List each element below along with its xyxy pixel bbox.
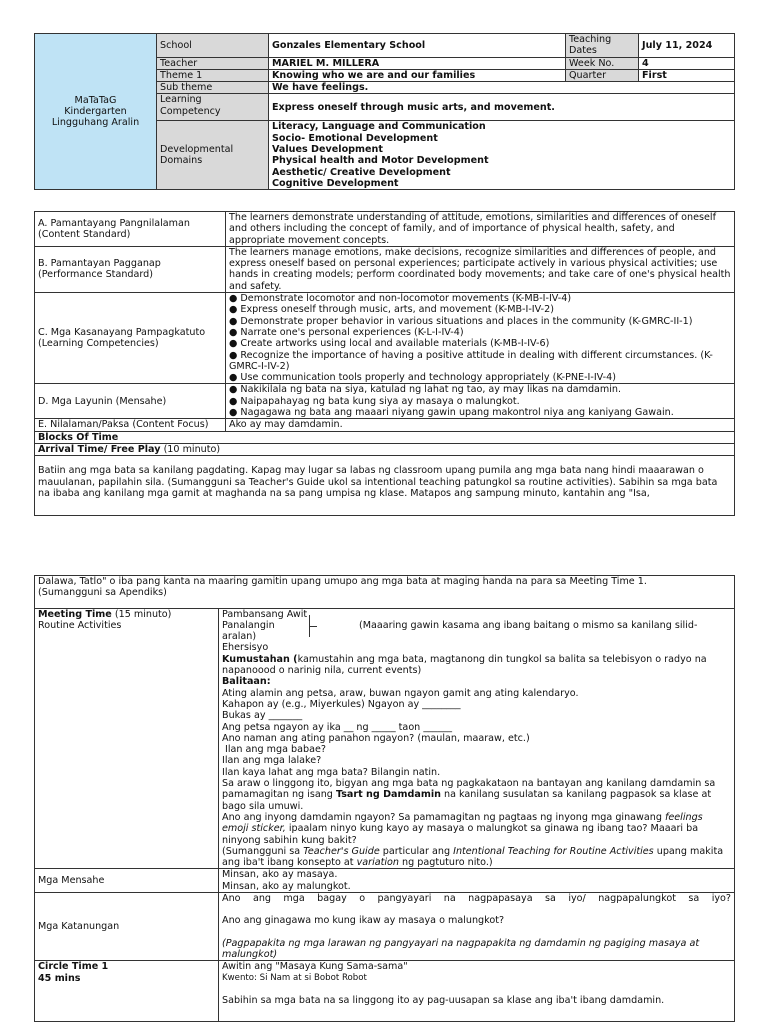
content-focus-label: E. Nilalaman/Paksa (Content Focus) <box>35 419 226 431</box>
subtheme-value: We have feelings. <box>269 82 735 94</box>
theme-value: Knowing who we are and our families <box>269 69 566 81</box>
questions-label: Mga Katanungan <box>35 893 219 961</box>
circle-story: Kwento: Si Nam at si Bobot Robot <box>222 972 367 983</box>
meeting-time-cell <box>35 608 219 869</box>
reference-note <box>222 846 731 869</box>
school-label: School <box>157 34 269 58</box>
ref-mid: particular ang <box>379 845 454 857</box>
arrival-text: Batiin ang mga bata sa kanilang pagdating. Kapag may lugar sa labas ng classroom upang pumila ang mga bata nang hindi maaarawan o mauulanan, papilahin sila. (Sumangguni sa Teacher's Guide ukol sa intentional teaching patungkol sa routine activities). Sabihin sa mga bata na ibaba ang kanilang mga gamit at maghanda na sa pang umpisa ng klase. Matapos ang sampung minuto, kantahin ang "Isa, <box>38 465 718 499</box>
circle-time-cell <box>35 961 219 1022</box>
circle-time-content <box>219 961 735 1022</box>
balitaan-line: Bukas ay _______ <box>222 710 303 722</box>
circle-instruction: Sabihin sa mga bata na sa linggong ito ay pag-uusapan sa klase ang iba't ibang damdamin. <box>222 994 665 1006</box>
arrival-time-duration: (10 minuto) <box>163 443 221 455</box>
bracket-mark <box>303 615 310 637</box>
competency-item: ● Create artworks using local and available materials (K-MB-I-IV-6) <box>229 338 731 349</box>
domain-item: Socio- Emotional Development <box>272 132 438 144</box>
domains-list <box>269 121 735 190</box>
content-standard-text: The learners demonstrate understanding of attitude, emotions, similarities and differences of oneself and others including the concept of family, and of importance of physical health, safety, and appropriate movement concepts. <box>226 212 735 247</box>
plan-type-label: Lingguhang Aralin <box>51 117 140 129</box>
domain-item: Aesthetic/ Creative Development <box>272 166 451 178</box>
performance-standard-label: B. Pamantayan Pagganap (Performance Standard) <box>35 246 226 292</box>
competency-item: ● Narrate one's personal experiences (K-L-I-IV-4) <box>229 327 731 338</box>
program-label-cell <box>35 34 157 190</box>
messages-content <box>219 869 735 893</box>
competency-item: ● Express oneself through music, arts, and movement (K-MB-I-IV-2) <box>229 304 731 315</box>
circle-song: Awitin ang "Masaya Kung Sama-sama" <box>222 961 408 973</box>
exercise-note-aralan: aralan) <box>222 631 257 643</box>
tsart-label: Tsart ng Damdamin <box>335 789 441 801</box>
competency-value: Express oneself through music arts, and movement. <box>269 94 735 121</box>
content-focus-text: Ako ay may damdamin. <box>226 419 735 431</box>
ref-post: ng pagtuturo nito.) <box>399 857 493 869</box>
competency-item: ● Demonstrate proper behavior in various situations and places in the community (K-GMRC-II-1) <box>229 316 731 327</box>
competency-item: ● Use communication tools properly and technology appropriately (K-PNE-I-IV-4) <box>229 372 731 383</box>
balitaan-line: Ilan ang mga babae? <box>222 744 326 756</box>
feelings-chart-text <box>222 778 731 812</box>
tsart-post: na kanilang susulatan sa kanilang pagpasok sa klase at bago sila umuwi. <box>222 789 712 812</box>
competencies-label: C. Mga Kasanayang Pampagkatuto (Learning Competencies) <box>35 293 226 384</box>
prayer-note: (Maaaring gawin kasama ang ibang baitang o mismo sa kanilang silid- <box>359 619 698 631</box>
competency-label: Learning Competency <box>157 94 269 121</box>
exercise-text: Ehersisyo <box>222 642 269 654</box>
feel-emoji: feelings emoji sticker, <box>222 811 703 835</box>
balitaan-line: Kahapon ay (e.g., Miyerkules) Ngayon ay ________ <box>222 698 461 710</box>
continuation-text: Dalawa, Tatlo" o iba pang kanta na maaring gamitin upang umupo ang mga bata at maging handa na para sa Meeting Time 1. <box>38 576 647 587</box>
objective-item: ● Naipapahayag ng bata kung siya ay masaya o malungkot. <box>229 396 731 407</box>
domain-item: Cognitive Development <box>272 177 399 189</box>
prayer-text: Panalangin <box>222 619 275 631</box>
ref-guide: Teacher's Guide <box>303 845 380 857</box>
feel-pre: Ano ang inyong damdamin ngayon? Sa pamamagitan ng pagtaas ng inyong mga ginawang <box>222 811 665 823</box>
circle-time-duration: 45 mins <box>38 972 81 984</box>
question-item: Ano ang mga bagay o pangyayari na nagpapasaya sa iyo/ nagpapalungkot sa iyo? <box>222 893 731 905</box>
continuation-cell <box>35 576 735 609</box>
kumustahan-text: kamustahin ang mga bata, magtanong din tungkol sa balita sa telebisyon o radyo na napanoood o narinig nila, current events) <box>222 653 707 677</box>
kumustahan-line <box>222 654 731 677</box>
arrival-time-label: Arrival Time/ Free Play <box>38 443 161 455</box>
quarter-value: First <box>639 69 735 81</box>
domain-item: Physical health and Motor Development <box>272 155 489 167</box>
questions-content <box>219 893 735 961</box>
theme-label: Theme 1 <box>157 69 269 81</box>
question-note: (Pagpapakita ng mga larawan ng pangyayari na nagpapakita ng damdamin ng pagiging masaya at malungkot) <box>222 937 700 960</box>
messages-label: Mga Mensahe <box>35 869 219 893</box>
meeting-time-label: Meeting Time <box>38 608 112 620</box>
bracket-tick <box>310 626 317 627</box>
objective-item: ● Nakikilala ng bata na siya, katulad ng lahat ng tao, ay may likas na damdamin. <box>229 384 731 395</box>
meeting-time-duration: (15 minuto) <box>114 608 172 620</box>
domain-item: Literacy, Language and Communication <box>272 121 486 133</box>
kumustahan-label: Kumustahan ( <box>222 653 298 665</box>
appendix-reference: (Sumangguni sa Apendiks) <box>38 587 167 599</box>
week-value: 4 <box>639 57 735 69</box>
school-value: Gonzales Elementary School <box>269 34 566 58</box>
objective-item: ● Nagagawa ng bata ang maaari niyang gawin upang makontrol niya ang kaniyang Gawain. <box>229 407 731 418</box>
content-standard-label: A. Pamantayang Pangnilalaman (Content Standard) <box>35 212 226 247</box>
tsart-pre: Sa araw o linggong ito, bigyan ang mga bata ng pagkakataon na bantayan ang kanilang damdamin sa pamamagitan ng isang <box>222 778 716 801</box>
objectives-list <box>226 384 735 419</box>
standards-table <box>34 211 735 516</box>
blocks-of-time-heading: Blocks Of Time <box>35 431 735 443</box>
teacher-label: Teacher <box>157 57 269 69</box>
balitaan-line: Ano naman ang ating panahon ngayon? (maulan, maaraw, etc.) <box>222 732 530 744</box>
balitaan-line: Ating alamin ang petsa, araw, buwan ngayon gamit ang ating kalendaryo. <box>222 687 579 699</box>
ref-intentional: Intentional Teaching for Routine Activities <box>453 845 654 857</box>
feel-post: ipaalam ninyo kung kayo ay masaya o malungkot sa ginawa ng ibang tao? Maaari ba ninyong sabihin kung bakit? <box>222 823 699 846</box>
meeting-time-content <box>219 608 735 869</box>
teaching-dates-label: Teaching Dates <box>566 34 639 58</box>
balitaan-line: Ang petsa ngayon ay ika __ ng _____ taon ______ <box>222 721 453 733</box>
message-item: Minsan, ako ay malungkot. <box>222 880 351 892</box>
question-item: Ano ang ginagawa mo kung ikaw ay masaya o malungkot? <box>222 915 505 927</box>
domain-item: Values Development <box>272 144 383 156</box>
competencies-list <box>226 293 735 384</box>
competency-item: ● Recognize the importance of having a positive attitude in dealing with different circumstances. (K-GMRC-I-IV-2) <box>229 350 731 373</box>
circle-time-label: Circle Time 1 <box>38 961 109 973</box>
schedule-table <box>34 575 735 1022</box>
program-label: MaTaTaG <box>74 94 117 106</box>
balitaan-label: Balitaan: <box>222 676 271 688</box>
grade-label: Kindergarten <box>64 105 127 117</box>
objectives-label: D. Mga Layunin (Mensahe) <box>35 384 226 419</box>
national-anthem-text: Pambansang Awit <box>222 608 308 620</box>
ref-pre: (Sumangguni sa <box>222 845 304 857</box>
balitaan-line: Ilan kaya lahat ang mga bata? Bilangin natin. <box>222 766 441 778</box>
arrival-time-heading <box>35 443 735 455</box>
feelings-question <box>222 812 731 846</box>
ref-mid2: upang makita ang iba't ibang konsepto at <box>222 845 724 869</box>
domains-label: Developmental Domains <box>157 121 269 190</box>
routine-activities-label: Routine Activities <box>38 619 122 631</box>
competency-item: ● Demonstrate locomotor and non-locomotor movements (K-MB-I-IV-4) <box>229 293 731 304</box>
week-label: Week No. <box>566 57 639 69</box>
message-item: Minsan, ako ay masaya. <box>222 869 338 881</box>
teacher-value: MARIEL M. MILLERA <box>269 57 566 69</box>
ref-variation: variation <box>356 857 399 869</box>
header-table <box>34 33 735 190</box>
subtheme-label: Sub theme <box>157 82 269 94</box>
arrival-text-cell <box>35 456 735 516</box>
performance-standard-text: The learners manage emotions, make decisions, recognize similarities and differences of people, and express oneself based on personal experiences; participate actively in various physical activities; use hands in creating models; perform coordinated body movements; and take care of one's physical health and safety. <box>226 246 735 292</box>
teaching-dates-value: July 11, 2024 <box>639 34 735 58</box>
quarter-label: Quarter <box>566 69 639 81</box>
balitaan-line: Ilan ang mga lalake? <box>222 755 322 767</box>
